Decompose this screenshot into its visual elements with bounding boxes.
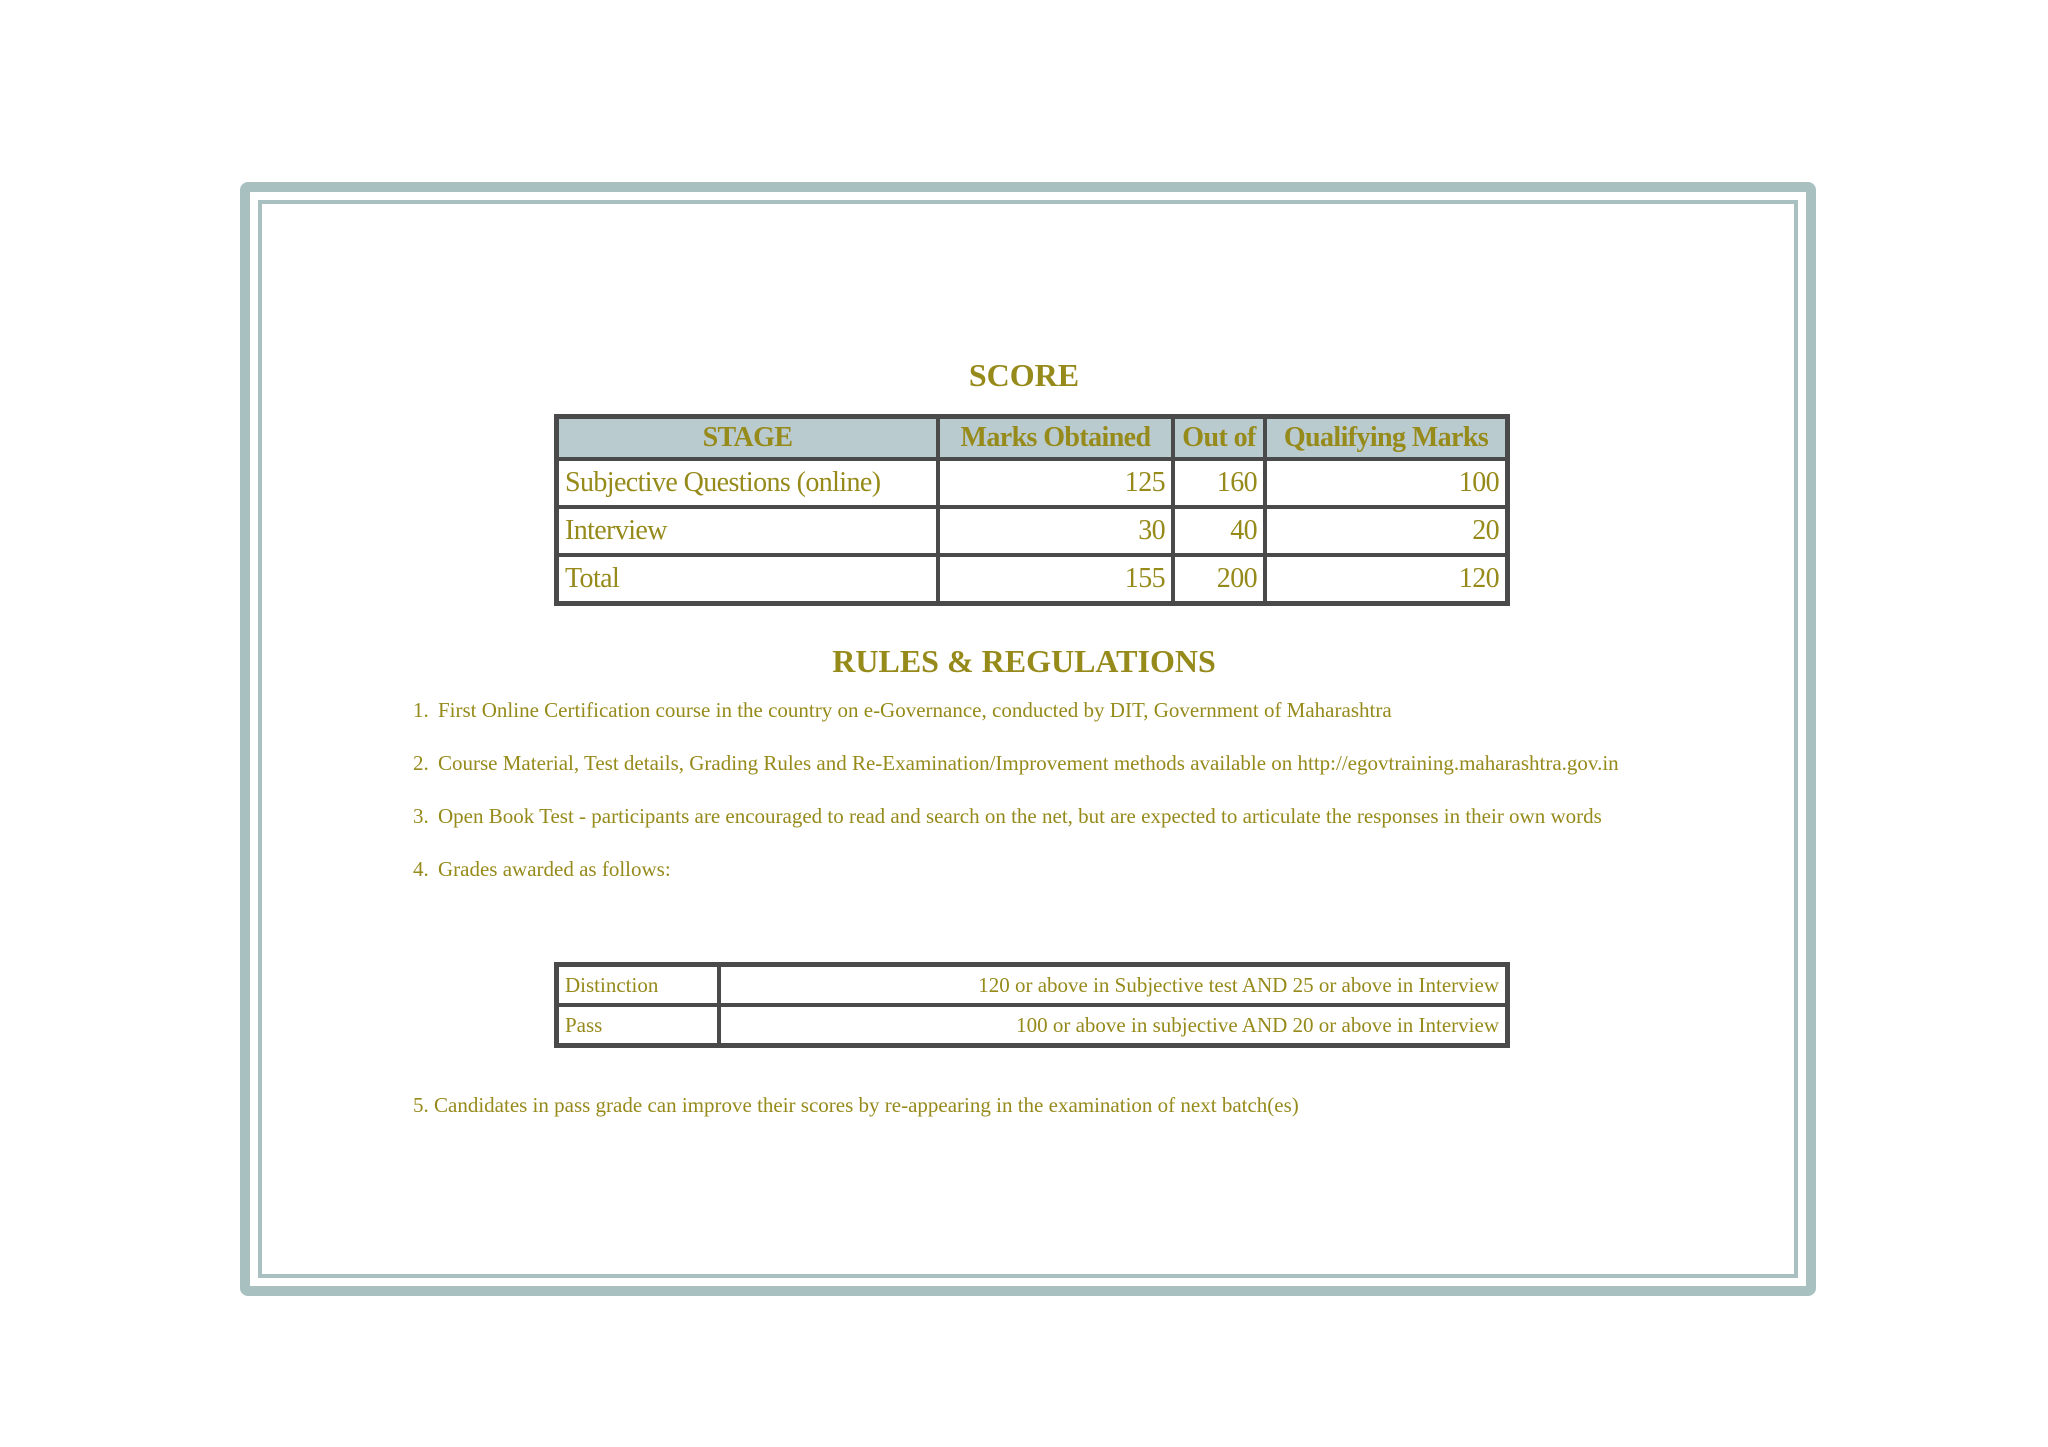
- qualifying-marks-cell: 20: [1265, 507, 1507, 555]
- stage-cell: Total: [557, 555, 938, 603]
- table-row: [557, 555, 1507, 603]
- table-row: [557, 459, 1507, 507]
- qualifying-marks-cell: 120: [1265, 555, 1507, 603]
- stage-cell: Interview: [557, 507, 938, 555]
- score-title: SCORE: [968, 357, 1080, 393]
- rule-item: 1. First Online Certification course in the country on e-Governance, conducted by DIT, Government of Maharashtra: [434, 696, 1654, 724]
- table-row: [557, 1005, 1507, 1045]
- rules-list: [404, 696, 1654, 908]
- grade-name-cell: Pass: [557, 1005, 719, 1045]
- grades-table: [554, 962, 1510, 1048]
- grade-criteria-cell: 100 or above in subjective AND 20 or above in Interview: [719, 1005, 1507, 1045]
- rule-item: 2. Course Material, Test details, Grading Rules and Re-Examination/Improvement methods available on http://egovtraining.maharashtra.gov.in: [434, 749, 1654, 777]
- grade-name-cell: Distinction: [557, 965, 719, 1005]
- table-row: [557, 507, 1507, 555]
- marks-obtained-cell: 155: [938, 555, 1173, 603]
- qualifying-marks-cell: 100: [1265, 459, 1507, 507]
- out-of-header: Out of: [1173, 417, 1265, 459]
- stage-header: STAGE: [557, 417, 938, 459]
- rule-item: 4. Grades awarded as follows:: [434, 855, 1654, 883]
- rule-item: 3. Open Book Test - participants are encouraged to read and search on the net, but are expected to articulate the responses in their own words: [434, 802, 1654, 830]
- rules-title: RULES & REGULATIONS: [832, 643, 1216, 679]
- score-table: [554, 414, 1510, 606]
- marks-obtained-header: Marks Obtained: [938, 417, 1173, 459]
- rules-list-continued: [404, 1091, 1654, 1119]
- grade-criteria-cell: 120 or above in Subjective test AND 25 or above in Interview: [719, 965, 1507, 1005]
- score-table-header-row: [557, 417, 1507, 459]
- out-of-cell: 40: [1173, 507, 1265, 555]
- marks-obtained-cell: 30: [938, 507, 1173, 555]
- out-of-cell: 160: [1173, 459, 1265, 507]
- marks-obtained-cell: 125: [938, 459, 1173, 507]
- out-of-cell: 200: [1173, 555, 1265, 603]
- qualifying-marks-header: Qualifying Marks: [1265, 417, 1507, 459]
- stage-cell: Subjective Questions (online): [557, 459, 938, 507]
- table-row: [557, 965, 1507, 1005]
- rule-item: 5. Candidates in pass grade can improve their scores by re-appearing in the examination of next batch(es): [434, 1091, 1654, 1119]
